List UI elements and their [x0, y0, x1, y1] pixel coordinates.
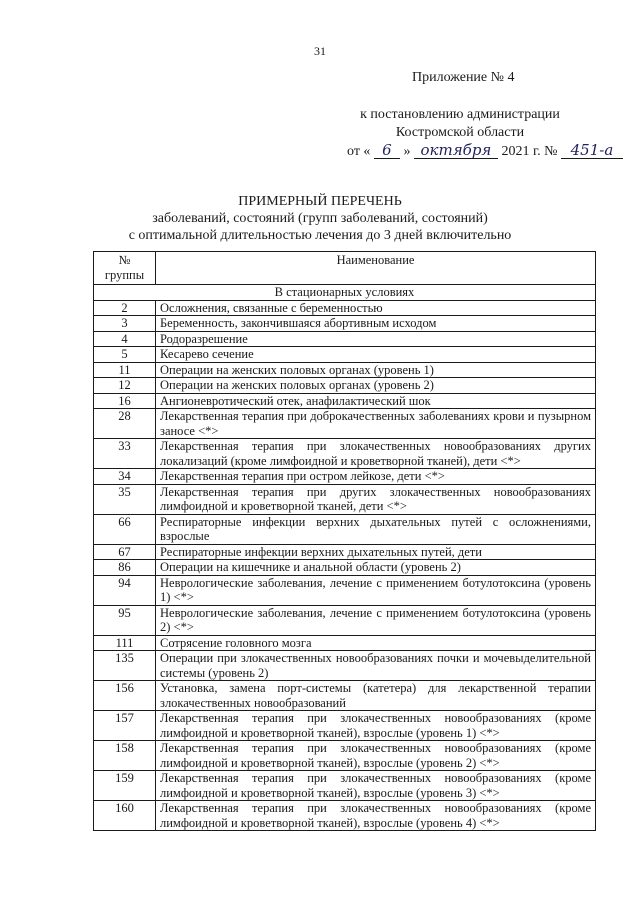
group-name: Лекарственная терапия при злокачественных новообразованиях (кроме лимфоидной и кроветворной тканей), взрослые (уровень 1) <*> [156, 711, 596, 741]
group-number: 2 [94, 300, 156, 316]
table-row [94, 514, 596, 544]
group-name: Респираторные инфекции верхних дыхательных путей, дети [156, 544, 596, 560]
section-title: В стационарных условиях [94, 285, 596, 301]
decree-reference: к постановлению администрации Костромской области [360, 107, 560, 140]
group-name: Лекарственная терапия при злокачественных новообразованиях других локализаций (кроме лимфоидной и кроветворной тканей), дети <*> [156, 439, 596, 469]
title-line-3: с оптимальной длительностью лечения до 3 дней включительно [128, 228, 512, 243]
group-number: 35 [94, 484, 156, 514]
table-row [94, 469, 596, 485]
section-row [94, 285, 596, 301]
group-number: 28 [94, 409, 156, 439]
group-name: Беременность, закончившаяся абортивным исходом [156, 316, 596, 332]
group-number: 160 [94, 801, 156, 831]
group-name: Операции на женских половых органах (уровень 1) [156, 362, 596, 378]
group-name: Лекарственная терапия при других злокачественных новообразованиях лимфоидной и кроветворной тканей, дети <*> [156, 484, 596, 514]
group-number: 34 [94, 469, 156, 485]
table-row [94, 771, 596, 801]
title-line-1: ПРИМЕРНЫЙ ПЕРЕЧЕНЬ [238, 194, 402, 209]
table-row [94, 300, 596, 316]
group-name: Неврологические заболевания, лечение с применением ботулотоксина (уровень 1) <*> [156, 575, 596, 605]
table-row [94, 378, 596, 394]
table-header-row [94, 252, 596, 285]
table-row [94, 651, 596, 681]
date-month: октября [414, 142, 498, 159]
table-row [94, 575, 596, 605]
group-number: 159 [94, 771, 156, 801]
table-row [94, 560, 596, 576]
group-number: 158 [94, 741, 156, 771]
table-row [94, 635, 596, 651]
group-name: Кесарево сечение [156, 347, 596, 363]
table-row [94, 741, 596, 771]
group-number: 111 [94, 635, 156, 651]
date-mid: » [403, 144, 411, 159]
group-number: 67 [94, 544, 156, 560]
group-number: 94 [94, 575, 156, 605]
group-name: Ангионевротический отек, анафилактический шок [156, 393, 596, 409]
document-title [0, 193, 640, 244]
group-name: Лекарственная терапия при злокачественных новообразованиях (кроме лимфоидной и кроветворной тканей), взрослые (уровень 4) <*> [156, 801, 596, 831]
group-name: Осложнения, связанные с беременностью [156, 300, 596, 316]
group-number: 33 [94, 439, 156, 469]
group-name: Лекарственная терапия при остром лейкозе, дети <*> [156, 469, 596, 485]
group-name: Лекарственная терапия при доброкачественных заболеваниях крови и пузырном заносе <*> [156, 409, 596, 439]
group-number: 11 [94, 362, 156, 378]
group-number: 3 [94, 316, 156, 332]
table-row [94, 347, 596, 363]
group-name: Операции на кишечнике и анальной области (уровень 2) [156, 560, 596, 576]
table-row [94, 362, 596, 378]
appendix-label: Приложение № 4 [412, 70, 515, 85]
group-name: Установка, замена порт-системы (катетера) для лекарственной терапии злокачественных новообразований [156, 681, 596, 711]
group-name: Операции на женских половых органах (уровень 2) [156, 378, 596, 394]
title-line-2: заболеваний, состояний (групп заболеваний, состояний) [152, 211, 488, 226]
table-row [94, 484, 596, 514]
table-row [94, 711, 596, 741]
group-name: Респираторные инфекции верхних дыхательных путей с осложнениями, взрослые [156, 514, 596, 544]
decree-date-line [347, 142, 623, 160]
table-row [94, 409, 596, 439]
group-number: 66 [94, 514, 156, 544]
group-number: 135 [94, 651, 156, 681]
date-day: 6 [374, 142, 400, 159]
page-number: 31 [314, 44, 326, 58]
group-name: Лекарственная терапия при злокачественных новообразованиях (кроме лимфоидной и кроветворной тканей), взрослые (уровень 3) <*> [156, 771, 596, 801]
group-number: 4 [94, 331, 156, 347]
group-number: 86 [94, 560, 156, 576]
header-group-number: № группы [94, 252, 156, 285]
group-number: 16 [94, 393, 156, 409]
group-name: Операции при злокачественных новообразованиях почки и мочевыделительной системы (уровень 2) [156, 651, 596, 681]
table-row [94, 801, 596, 831]
group-name: Лекарственная терапия при злокачественных новообразованиях (кроме лимфоидной и кроветворной тканей), взрослые (уровень 2) <*> [156, 741, 596, 771]
group-number: 5 [94, 347, 156, 363]
table-row [94, 439, 596, 469]
table-row [94, 544, 596, 560]
group-name: Неврологические заболевания, лечение с применением ботулотоксина (уровень 2) <*> [156, 605, 596, 635]
date-prefix: от « [347, 144, 371, 159]
group-name: Сотрясение головного мозга [156, 635, 596, 651]
table-row [94, 393, 596, 409]
header-name: Наименование [156, 252, 596, 285]
date-year: 2021 г. № [501, 144, 558, 159]
table-row [94, 316, 596, 332]
group-number: 157 [94, 711, 156, 741]
table-row [94, 681, 596, 711]
table-row [94, 331, 596, 347]
group-number: 156 [94, 681, 156, 711]
diseases-table [93, 251, 596, 831]
group-number: 12 [94, 378, 156, 394]
decree-number: 451-а [561, 142, 623, 159]
group-name: Родоразрешение [156, 331, 596, 347]
table-row [94, 605, 596, 635]
group-number: 95 [94, 605, 156, 635]
